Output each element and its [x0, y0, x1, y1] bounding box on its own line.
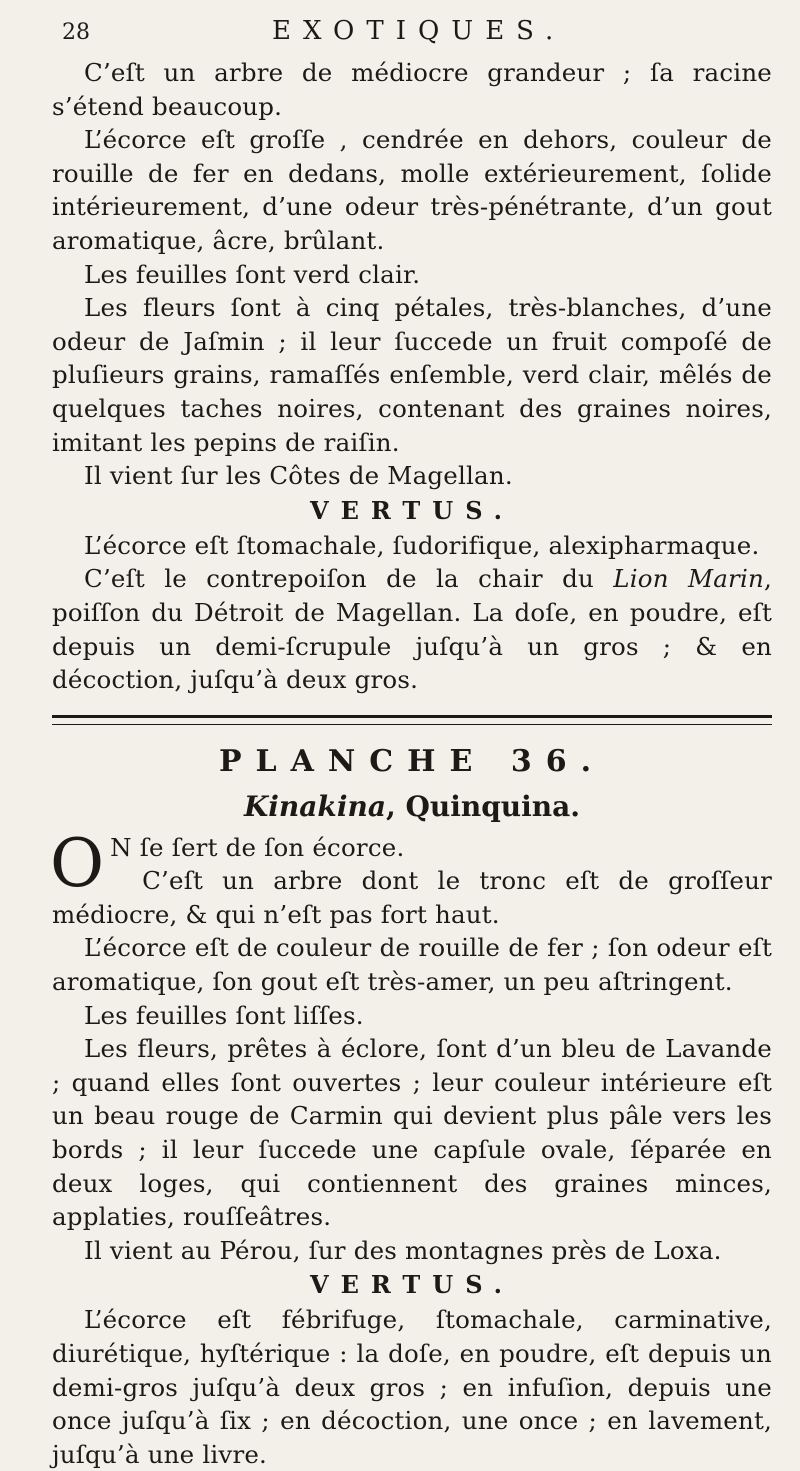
paragraph: Les feuilles ſont liſſes.: [84, 1000, 364, 1030]
text-run: , poiſſon du Détroit de Magellan. La doſe, en poudre, eſt depuis un demi-ſcrupule juſqu’à un gros ; & en décoction, juſqu’à deux gros.: [52, 564, 772, 695]
running-title: EXOTIQUES.: [272, 16, 566, 46]
vertus-heading: VERTUS.: [309, 1270, 515, 1300]
paragraph: L’écorce eſt de couleur de rouille de fer ; ſon odeur eſt aromatique, ſon gout eſt très-amer, un peu aſtringent.: [52, 933, 772, 997]
paragraph: Les fleurs ſont à cinq pétales, très-blanches, d’une odeur de Jaſmin ; il leur ſuccede un fruit compoſé de pluſieurs grains, ramaſſés enſemble, verd clair, mêlés de quelques taches noires, contenant des graines noires, imitant les pepins de raiſin.: [52, 293, 772, 457]
paragraph: L’écorce eſt fébrifuge, ſtomachale, carminative, diurétique, hyſtérique : la doſe, en poudre, eſt depuis un demi-gros juſqu’à deux gros ; en infuſion, depuis une once juſqu’à ſix ; en décoction, une once ; en lavement, juſqu’à une livre.: [52, 1305, 772, 1469]
entry-previous-plant: [52, 56, 772, 697]
paragraph: [52, 562, 772, 696]
paragraph: Il vient ſur les Côtes de Magellan.: [84, 461, 513, 491]
paragraph: C’eſt un arbre dont le tronc eſt de groſſeur médiocre, & qui n’eſt pas fort haut.: [52, 866, 772, 929]
paragraph: Les fleurs, prêtes à éclore, ſont d’un bleu de Lavande ; quand elles ſont ouvertes ; leur couleur intérieure eſt un beau rouge de Carmin qui devient plus pâle vers les bords ; il leur ſuccede une capſule ovale, ſéparée en deux loges, qui contiennent des graines minces, applaties, rouſſeâtres.: [52, 1034, 772, 1232]
paragraph: C’eſt un arbre de médiocre grandeur ; ſa racine s’étend beaucoup.: [52, 58, 772, 121]
section-divider: [52, 715, 772, 725]
plant-name-latin: Kinakina: [243, 789, 386, 823]
paragraph: L’écorce eſt groſſe , cendrée en dehors, couleur de rouille de fer en dedans, molle extérieurement, ſolide intérieurement, d’une odeur très-pénétrante, d’un gout aromatique, âcre, brûlant.: [52, 125, 772, 255]
paragraph: Il vient au Pérou, ſur des montagnes près de Loxa.: [84, 1235, 722, 1265]
paragraph: L’écorce eſt ſtomachale, ſudorifique, alexipharmaque.: [84, 530, 760, 560]
drop-cap: O: [50, 824, 105, 902]
entry-kinakina: [52, 739, 772, 1471]
italic-term: Lion Marin: [613, 564, 764, 594]
vertus-heading: VERTUS.: [309, 495, 515, 525]
plant-name: [52, 785, 772, 829]
plant-name-common: , Quinquina.: [385, 789, 581, 823]
text-run: C’eſt le contrepoiſon de la chair du: [84, 564, 614, 594]
page-number: 28: [62, 20, 90, 45]
paragraph: N ſe ſert de ſon écorce.: [110, 832, 405, 862]
planche-heading: PLANCHE 36.: [218, 743, 606, 779]
running-head: [52, 16, 772, 56]
paragraph: Les feuilles ſont verd clair.: [84, 259, 421, 289]
